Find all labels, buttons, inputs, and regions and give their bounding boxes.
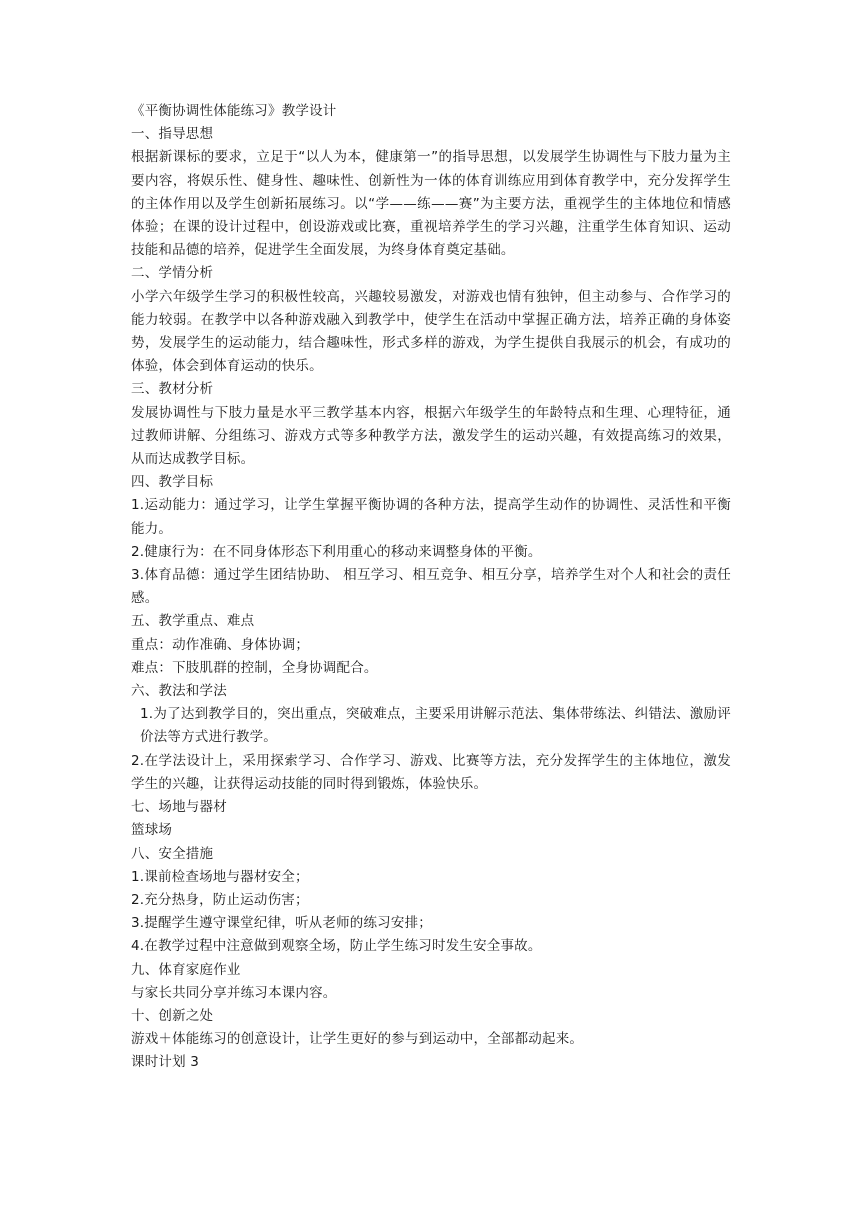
document-title: 《平衡协调性体能练习》教学设计	[131, 103, 337, 119]
goal-item-sports-ethics: 3.体育品德：通过学生团结协助、 相互学习、相互竞争、相互分享，培养学生对个人和社会的责任感。	[131, 567, 731, 607]
section-heading-venue: 七、场地与器材	[131, 799, 227, 816]
section-heading-safety: 八、安全措施	[131, 845, 214, 862]
lesson-plan-label: 课时计划 3	[131, 1054, 200, 1071]
safety-item: 1.课前检查场地与器材安全；	[131, 868, 309, 885]
venue-item: 篮球场	[131, 822, 173, 839]
paragraph-guiding-thought: 根据新课标的要求，立足于“以人为本，健康第一”的指导思想，以发展学生协调性与下肢力量为主要内容，将娱乐性、健身性、趣味性、创新性为一体的体育训练应用到体育教学中，充分发挥学生的主体作用以及学生创新拓展练习。以“学——练——赛”为主要方法，重视学生的主体地位和情感体验；在课的设计过程中，创设游戏或比赛，重视培养学生的学习兴趣，注重学生体育知识、运动技能和品德的培养，促进学生全面发展，为终身体育奠定基础。	[131, 149, 731, 259]
section-heading-student-analysis: 二、学情分析	[131, 265, 214, 282]
safety-item: 3.提醒学生遵守课堂纪律，听从老师的练习安排；	[131, 915, 432, 932]
section-heading-guiding-thought: 一、指导思想	[131, 126, 214, 143]
safety-item: 2.充分热身，防止运动伤害；	[131, 891, 309, 908]
innovation-item: 游戏＋体能练习的创意设计，让学生更好的参与到运动中，全部都动起来。	[131, 1031, 584, 1048]
section-heading-innovation: 十、创新之处	[131, 1007, 214, 1024]
section-heading-methods: 六、教法和学法	[131, 683, 227, 700]
key-point-item: 重点：动作准确、身体协调；	[131, 636, 310, 653]
section-heading-teaching-goals: 四、教学目标	[131, 474, 214, 491]
method-item-learning: 2.在学法设计上，采用探索学习、合作学习、游戏、比赛等方法，充分发挥学生的主体地位，激发学生的兴趣，让获得运动技能的同时得到锻炼，体验快乐。	[131, 752, 731, 792]
document-page	[131, 100, 731, 1075]
method-item-teaching: 1.为了达到教学目的，突出重点，突破难点，主要采用讲解示范法、集体带练法、纠错法、激励评价法等方式进行教学。	[140, 706, 731, 746]
paragraph-material-analysis: 发展协调性与下肢力量是水平三教学基本内容，根据六年级学生的年龄特点和生理、心理特征，通过教师讲解、分组练习、游戏方式等多种教学方法，激发学生的运动兴趣，有效提高练习的效果，从而达成教学目标。	[131, 404, 731, 468]
difficulty-item: 难点：下肢肌群的控制，全身协调配合。	[131, 659, 378, 676]
safety-item: 4.在教学过程中注意做到观察全场，防止学生练习时发生安全事故。	[131, 938, 542, 955]
goal-item-motor-ability: 1.运动能力：通过学习，让学生掌握平衡协调的各种方法，提高学生动作的协调性、灵活性和平衡能力。	[131, 497, 731, 537]
paragraph-student-analysis: 小学六年级学生学习的积极性较高，兴趣较易激发，对游戏也情有独钟，但主动参与、合作学习的能力较弱。在教学中以各种游戏融入到教学中，使学生在活动中掌握正确方法，培养正确的身体姿势，发展学生的运动能力，结合趣味性，形式多样的游戏，为学生提供自我展示的机会，有成功的体验，体会到体育运动的快乐。	[131, 288, 731, 375]
section-heading-homework: 九、体育家庭作业	[131, 961, 241, 978]
homework-item: 与家长共同分享并练习本课内容。	[131, 984, 337, 1001]
goal-item-health-behavior: 2.健康行为：在不同身体形态下利用重心的移动来调整身体的平衡。	[131, 543, 542, 560]
section-heading-material-analysis: 三、教材分析	[131, 381, 214, 398]
section-heading-key-points: 五、教学重点、难点	[131, 613, 255, 630]
